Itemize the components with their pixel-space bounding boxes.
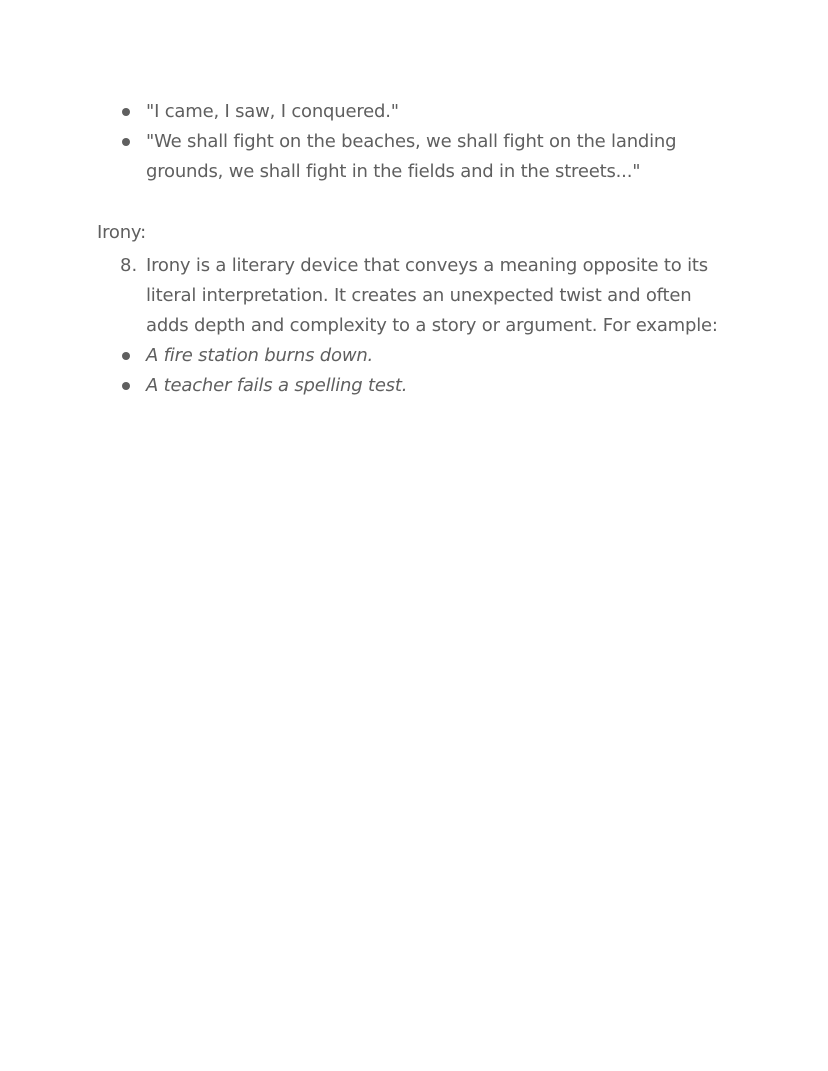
bullet-icon <box>122 382 130 390</box>
example-item: A teacher fails a spelling test. <box>146 375 408 396</box>
bullet-icon <box>122 138 130 146</box>
example-item: A fire station burns down. <box>146 345 374 366</box>
numbered-item-text: adds depth and complexity to a story or argument. For example: <box>146 315 718 336</box>
list-number: 8. <box>120 255 138 276</box>
numbered-item-text: literal interpretation. It creates an unexpected twist and often <box>146 285 692 306</box>
section-heading: Irony: <box>97 222 146 243</box>
bullet-icon <box>122 352 130 360</box>
bullet-icon <box>122 108 130 116</box>
quote-item: "We shall fight on the beaches, we shall fight on the landing <box>146 131 677 152</box>
quote-item: "I came, I saw, I conquered." <box>146 101 399 122</box>
numbered-item-text: Irony is a literary device that conveys a meaning opposite to its <box>146 255 708 276</box>
quote-item-continuation: grounds, we shall fight in the fields and in the streets..." <box>146 161 641 182</box>
